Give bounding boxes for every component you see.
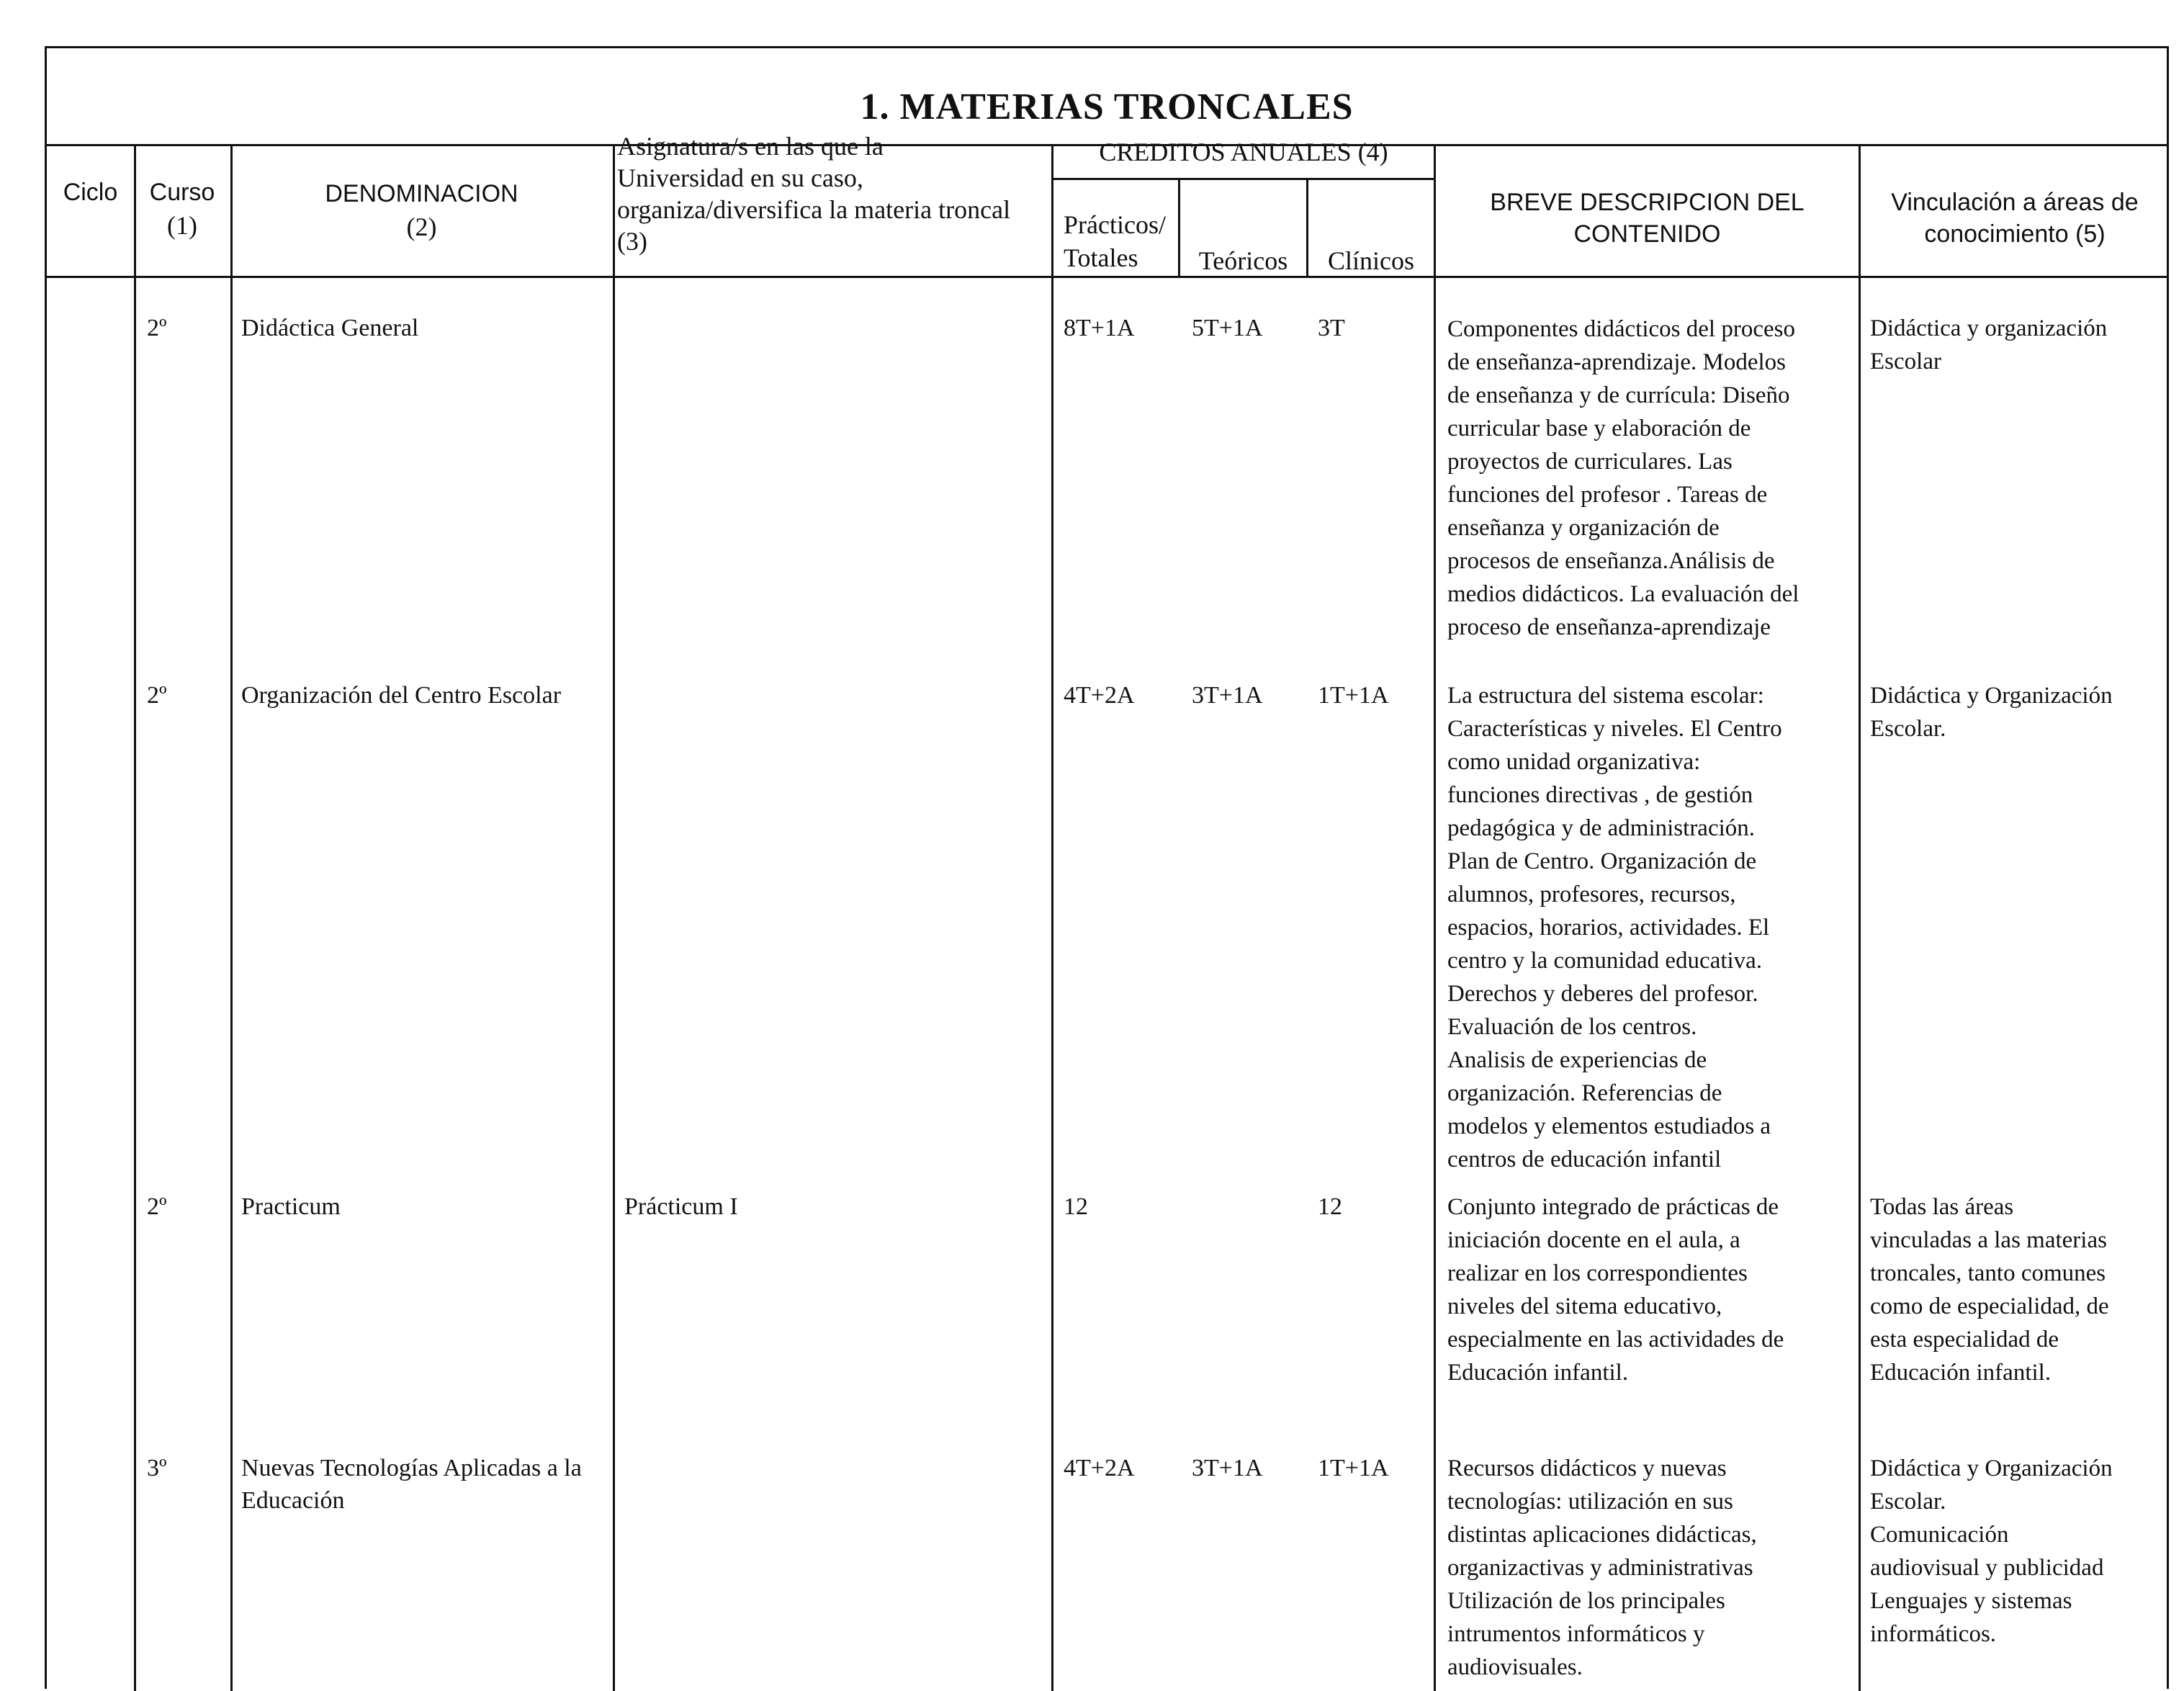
- row-2-curso: 2º: [147, 682, 167, 709]
- header-denominacion: DENOMINACION: [325, 180, 518, 207]
- row-3-clinicos: 12: [1318, 1193, 1342, 1220]
- column-divider-ciclo: [134, 146, 136, 1691]
- row-2-descripcion: La estructura del sistema escolar: Características y niveles. El Centro como unidad organizativa: funciones directivas , de gestión pedagógica y de administración. Plan de Centro. Organización de alumnos, profesores, recursos, espacios, horarios, actividades. El centro y la comunidad educativa. Derechos y deberes del profesor. Evaluación de los centros. Analisis de experiencias de organización. Referencias de modelos y elementos estudiados a centros de educación infantil: [1447, 683, 1782, 1172]
- row-3-curso: 2º: [147, 1193, 167, 1220]
- header-vinculacion-line1: Vinculación a áreas de: [1891, 189, 2139, 216]
- row-4-vinculacion: Didáctica y Organización Escolar. Comunicación audiovisual y publicidad Lenguajes y sistemas informáticos.: [1870, 1455, 2113, 1647]
- row-2-denominacion: Organización del Centro Escolar: [241, 682, 562, 709]
- header-totales: Prácticos/ Totales: [1064, 210, 1166, 272]
- header-descripcion-line2: CONTENIDO: [1573, 220, 1721, 248]
- row-3-totales: 12: [1064, 1193, 1088, 1220]
- row-2-vinculacion: Didáctica y Organización Escolar.: [1870, 683, 2113, 742]
- row-3-asignatura: Prácticum I: [624, 1193, 738, 1220]
- header-descripcion: [1436, 187, 1859, 250]
- column-divider-descripcion: [1859, 146, 1861, 1691]
- column-divider-denominacion: [613, 146, 615, 1691]
- header-curso: Curso: [149, 179, 215, 206]
- header-clinicos: Clínicos: [1327, 246, 1414, 275]
- header-bottom-rule: [47, 276, 2167, 278]
- row-2-totales: 4T+2A: [1064, 682, 1135, 709]
- row-4-curso: 3º: [147, 1455, 167, 1481]
- row-4-clinicos: 1T+1A: [1318, 1455, 1389, 1481]
- row-3-denominacion: Practicum: [241, 1193, 341, 1220]
- row-4-teoricos: 3T+1A: [1192, 1455, 1263, 1481]
- row-3-vinculacion: Todas las áreas vinculadas a las materias troncales, tanto comunes como de especialidad, de esta especialidad de Educación infantil.: [1870, 1194, 2109, 1386]
- header-ciclo: Ciclo: [63, 179, 118, 206]
- column-divider-asignaturas: [1051, 146, 1053, 1691]
- column-divider-creditos-end: [1434, 146, 1436, 1691]
- row-4-descripcion: Recursos didácticos y nuevas tecnologías: utilización en sus distintas aplicaciones didácticas, organizactivas y administrativas Utilización de los principales intrumentos informáticos y audiovisuales.: [1447, 1455, 1757, 1680]
- row-1-curso: 2º: [147, 315, 167, 341]
- row-1-descripcion: Componentes didácticos del proceso de enseñanza-aprendizaje. Modelos de enseñanza y de currícula: Diseño curricular base y elaboración de proyectos de curriculares. Las funciones del profesor . Tareas de enseñanza y organización de procesos de enseñanza.Análisis de medios didácticos. La evaluación del proceso de enseñanza-aprendizaje: [1447, 316, 1799, 640]
- header-denominacion-note: (2): [406, 212, 437, 241]
- row-1-teoricos: 5T+1A: [1192, 315, 1263, 341]
- row-1-clinicos: 3T: [1318, 315, 1345, 341]
- header-vinculacion: [1861, 187, 2169, 250]
- row-1-totales: 8T+1A: [1064, 315, 1135, 341]
- row-4-totales: 4T+2A: [1064, 1455, 1135, 1481]
- row-2-clinicos: 1T+1A: [1318, 682, 1389, 709]
- row-3-descripcion: Conjunto integrado de prácticas de iniciación docente en el aula, a realizar en los correspondientes niveles del sitema educativo, especialmente en las actividades de Educación infantil.: [1447, 1194, 1784, 1386]
- header-curso-note: (1): [167, 211, 197, 240]
- document-table: [45, 46, 2169, 1689]
- header-creditos: CREDITOS ANUALES (4): [1099, 138, 1388, 166]
- header-asignaturas: Asignatura/s en las que la Universidad en su caso, organiza/diversifica la materia troncal (3): [617, 132, 1011, 256]
- row-4-denominacion: Nuevas Tecnologías Aplicadas a la Educación: [241, 1455, 582, 1514]
- title-row: [47, 48, 2167, 146]
- header-teoricos: Teóricos: [1198, 246, 1288, 275]
- header-vinculacion-line2: conocimiento (5): [1924, 220, 2106, 248]
- row-1-vinculacion: Didáctica y organización Escolar: [1870, 315, 2108, 374]
- row-1-denominacion: Didáctica General: [241, 315, 419, 341]
- header-descripcion-line1: BREVE DESCRIPCION DEL: [1490, 189, 1805, 216]
- page-title: 1. MATERIAS TRONCALES: [860, 86, 1354, 127]
- row-2-teoricos: 3T+1A: [1192, 682, 1263, 709]
- column-divider-curso: [230, 146, 233, 1691]
